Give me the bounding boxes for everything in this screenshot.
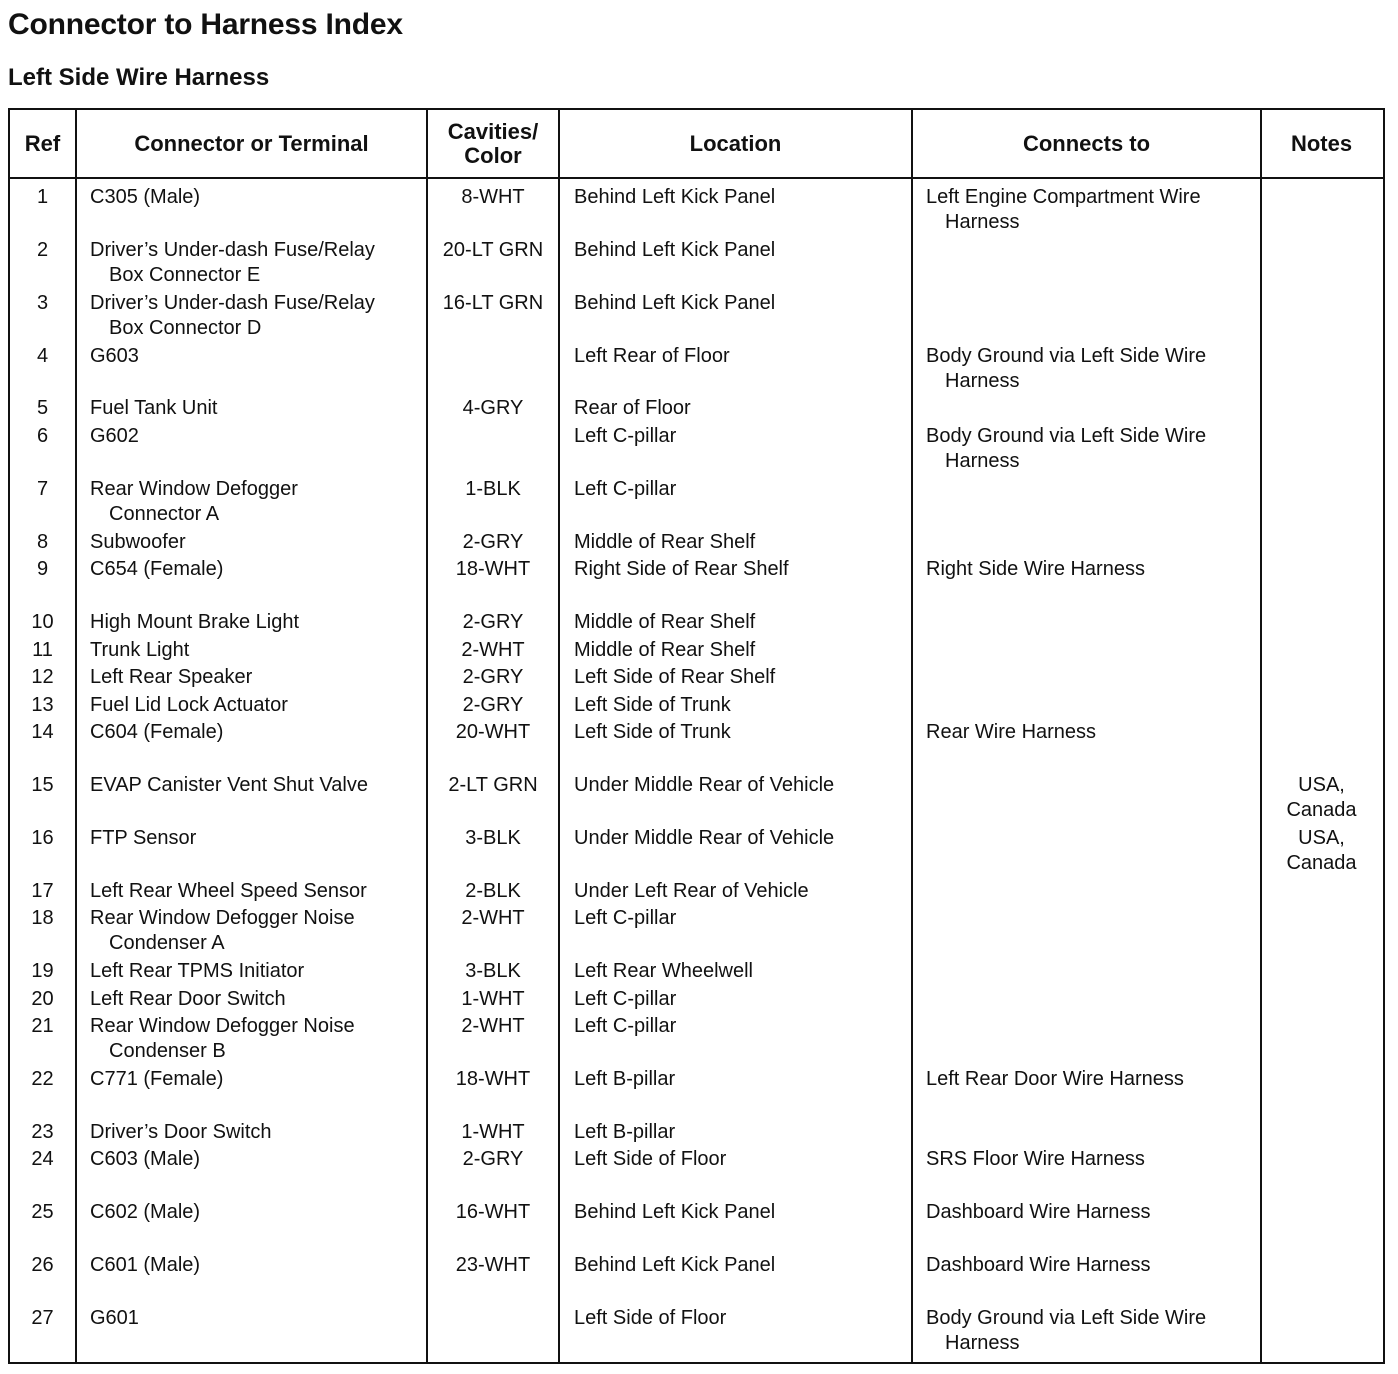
cell-connector: [90, 1200, 200, 1225]
cell-ref: [10, 185, 75, 210]
location-text: Left C-pillar: [574, 1015, 677, 1037]
cell-connects-to: [926, 1200, 1151, 1225]
connector-text: C603 (Male): [90, 1148, 201, 1170]
ref-text: 13: [31, 694, 54, 716]
cell-location: [574, 906, 676, 931]
connector-text: Fuel Tank Unit: [90, 397, 218, 419]
cell-cavities-color: [428, 879, 558, 904]
connector-text: Left Rear Wheel Speed Sensor: [90, 880, 367, 902]
location-text: Behind Left Kick Panel: [574, 239, 776, 261]
location-text: Left C-pillar: [574, 907, 677, 929]
cavities-text: 2-GRY: [462, 611, 524, 633]
connector-index-table: [8, 108, 1385, 1364]
connector-text: Left Rear Speaker: [90, 666, 253, 688]
cell-connector: [90, 1120, 272, 1145]
connector-text: C604 (Female): [90, 721, 224, 743]
connects-to-text-continued: Harness: [945, 211, 1020, 233]
cell-ref: [10, 773, 75, 798]
cavities-text: 8-WHT: [461, 186, 525, 208]
location-text: Left B-pillar: [574, 1121, 676, 1143]
connector-text: Driver’s Under-dash Fuse/Relay: [90, 239, 375, 261]
cell-ref: [10, 610, 75, 635]
connector-text: Driver’s Under-dash Fuse/Relay: [90, 292, 375, 314]
connector-text: Driver’s Door Switch: [90, 1121, 272, 1143]
location-text: Left Side of Floor: [574, 1307, 727, 1329]
notes-text: USA,: [1298, 774, 1345, 796]
cell-ref: [10, 1014, 75, 1039]
cavities-text: 3-BLK: [465, 960, 521, 982]
cell-ref: [10, 693, 75, 718]
ref-text: 10: [31, 611, 54, 633]
cell-cavities-color: [428, 291, 558, 316]
ref-text: 7: [36, 478, 49, 500]
cell-connector: [90, 720, 223, 745]
location-text: Middle of Rear Shelf: [574, 531, 756, 553]
ref-text: 25: [31, 1201, 54, 1223]
cell-connects-to: [926, 1253, 1151, 1278]
cell-ref: [10, 424, 75, 449]
cell-cavities-color: [428, 720, 558, 745]
cell-cavities-color: [428, 987, 558, 1012]
cell-connector: [90, 826, 196, 851]
ref-text: 1: [36, 186, 49, 208]
cell-location: [574, 987, 676, 1012]
cell-location: [574, 238, 775, 263]
cell-location: [574, 1253, 775, 1278]
connects-to-text: Left Engine Compartment Wire: [926, 186, 1201, 208]
cavities-text: 2-WHT: [461, 1015, 525, 1037]
connector-text: C601 (Male): [90, 1254, 201, 1276]
connector-text: Rear Window Defogger: [90, 478, 298, 500]
cell-ref: [10, 557, 75, 582]
location-text: Behind Left Kick Panel: [574, 1254, 776, 1276]
connects-to-text: SRS Floor Wire Harness: [926, 1148, 1145, 1170]
header-ref: Ref: [24, 130, 61, 156]
cell-connects-to: [926, 424, 1206, 474]
cell-connector: [90, 344, 139, 369]
connector-text: Subwoofer: [90, 531, 186, 553]
location-text: Under Middle Rear of Vehicle: [574, 774, 835, 796]
header-cavities-line2: Color: [464, 142, 522, 168]
ref-text: 16: [31, 827, 54, 849]
header-divider: [10, 177, 1383, 179]
connector-text-continued: Condenser A: [109, 932, 225, 954]
connector-text: Left Rear TPMS Initiator: [90, 960, 305, 982]
connects-to-text: Rear Wire Harness: [926, 721, 1097, 743]
cell-connector: [90, 773, 368, 798]
cell-location: [574, 693, 731, 718]
cavities-text: 1-WHT: [461, 1121, 525, 1143]
cavities-text: 2-LT GRN: [448, 774, 538, 796]
ref-text: 15: [31, 774, 54, 796]
cell-ref: [10, 1147, 75, 1172]
header-location: Location: [689, 130, 782, 156]
cavities-text: 2-GRY: [462, 666, 524, 688]
cell-location: [574, 720, 731, 745]
location-text: Left Side of Trunk: [574, 694, 731, 716]
connector-text: G603: [90, 345, 139, 367]
ref-text: 23: [31, 1121, 54, 1143]
connects-to-text-continued: Harness: [945, 370, 1020, 392]
cavities-text: 2-GRY: [462, 1148, 524, 1170]
cell-connector: [90, 610, 299, 635]
cell-cavities-color: [428, 906, 558, 931]
notes-text: USA,: [1298, 827, 1345, 849]
ref-text: 9: [36, 558, 49, 580]
cell-ref: [10, 238, 75, 263]
cavities-text: 2-WHT: [461, 907, 525, 929]
cell-ref: [10, 396, 75, 421]
connector-text-continued: Box Connector E: [109, 264, 261, 286]
cell-ref: [10, 1253, 75, 1278]
ref-text: 12: [31, 666, 54, 688]
cell-connects-to: [926, 557, 1145, 582]
cell-cavities-color: [428, 530, 558, 555]
cell-connector: [90, 238, 375, 288]
column-divider: [1260, 110, 1262, 1362]
cell-location: [574, 610, 755, 635]
header-connects-to: Connects to: [1022, 130, 1151, 156]
ref-text: 19: [31, 960, 54, 982]
connector-text: High Mount Brake Light: [90, 611, 300, 633]
location-text: Under Middle Rear of Vehicle: [574, 827, 835, 849]
cell-location: [574, 1120, 675, 1145]
cell-ref: [10, 344, 75, 369]
cell-notes: [1262, 826, 1381, 876]
ref-text: 18: [31, 907, 54, 929]
cell-connector: [90, 693, 288, 718]
connects-to-text: Body Ground via Left Side Wire: [926, 1307, 1207, 1329]
location-text: Middle of Rear Shelf: [574, 611, 756, 633]
location-text: Middle of Rear Shelf: [574, 639, 756, 661]
cell-connector: [90, 530, 186, 555]
ref-text: 26: [31, 1254, 54, 1276]
location-text: Left Side of Floor: [574, 1148, 727, 1170]
cell-connector: [90, 1253, 200, 1278]
cell-location: [574, 1147, 726, 1172]
location-text: Left C-pillar: [574, 988, 677, 1010]
header-connector: Connector or Terminal: [134, 130, 369, 156]
cell-location: [574, 1067, 675, 1092]
cell-cavities-color: [428, 773, 558, 798]
ref-text: 17: [31, 880, 54, 902]
ref-text: 11: [32, 639, 53, 661]
cell-connects-to: [926, 1067, 1184, 1092]
section-subtitle: Left Side Wire Harness: [8, 64, 270, 91]
ref-text: 20: [31, 988, 54, 1010]
location-text: Behind Left Kick Panel: [574, 1201, 776, 1223]
cell-connector: [90, 879, 367, 904]
cavities-text: 20-LT GRN: [442, 239, 544, 261]
connector-text: Trunk Light: [90, 639, 190, 661]
cell-connects-to: [926, 1147, 1145, 1172]
ref-text: 22: [31, 1068, 54, 1090]
ref-text: 27: [31, 1307, 54, 1329]
cell-connector: [90, 1014, 355, 1064]
ref-text: 4: [36, 345, 49, 367]
connects-to-text: Left Rear Door Wire Harness: [926, 1068, 1184, 1090]
cell-location: [574, 665, 775, 690]
cell-location: [574, 959, 753, 984]
location-text: Left C-pillar: [574, 425, 677, 447]
cell-ref: [10, 1306, 75, 1331]
cell-ref: [10, 291, 75, 316]
cell-connector: [90, 906, 355, 956]
cavities-text: 16-LT GRN: [442, 292, 544, 314]
location-text: Right Side of Rear Shelf: [574, 558, 789, 580]
cell-ref: [10, 638, 75, 663]
connector-text: C771 (Female): [90, 1068, 224, 1090]
cell-location: [574, 1014, 676, 1039]
cell-connector: [90, 185, 200, 210]
location-text: Left Side of Rear Shelf: [574, 666, 776, 688]
cell-location: [574, 291, 775, 316]
connector-text: Left Rear Door Switch: [90, 988, 286, 1010]
connector-text: Fuel Lid Lock Actuator: [90, 694, 288, 716]
cell-cavities-color: [428, 1200, 558, 1225]
connects-to-text: Body Ground via Left Side Wire: [926, 425, 1207, 447]
location-text: Left C-pillar: [574, 478, 677, 500]
ref-text: 5: [36, 397, 49, 419]
ref-text: 3: [36, 292, 49, 314]
cell-location: [574, 557, 789, 582]
cell-cavities-color: [428, 238, 558, 263]
connects-to-text: Dashboard Wire Harness: [926, 1254, 1151, 1276]
cell-connector: [90, 987, 286, 1012]
cell-connector: [90, 1306, 139, 1331]
location-text: Left Rear of Floor: [574, 345, 730, 367]
connector-text: Rear Window Defogger Noise: [90, 907, 355, 929]
cavities-text: 2-BLK: [465, 880, 521, 902]
cell-connector: [90, 1147, 200, 1172]
cavities-text: 1-WHT: [461, 988, 525, 1010]
cell-ref: [10, 1067, 75, 1092]
cell-cavities-color: [428, 1147, 558, 1172]
cell-ref: [10, 906, 75, 931]
cell-ref: [10, 1200, 75, 1225]
column-divider: [75, 110, 77, 1362]
cell-connector: [90, 424, 139, 449]
connector-text-continued: Box Connector D: [109, 317, 262, 339]
cavities-text: 18-WHT: [455, 558, 531, 580]
cavities-text: 2-WHT: [461, 639, 525, 661]
location-text: Rear of Floor: [574, 397, 691, 419]
cell-cavities-color: [428, 638, 558, 663]
cell-location: [574, 826, 834, 851]
cell-location: [574, 773, 834, 798]
cell-connector: [90, 665, 252, 690]
connector-text: G601: [90, 1307, 139, 1329]
cell-ref: [10, 826, 75, 851]
cell-connector: [90, 959, 304, 984]
connects-to-text: Body Ground via Left Side Wire: [926, 345, 1207, 367]
location-text: Behind Left Kick Panel: [574, 292, 776, 314]
cell-cavities-color: [428, 610, 558, 635]
cell-connector: [90, 396, 217, 421]
cell-ref: [10, 959, 75, 984]
cell-ref: [10, 987, 75, 1012]
cell-connector: [90, 291, 375, 341]
cell-cavities-color: [428, 1253, 558, 1278]
cell-connector: [90, 477, 298, 527]
cavities-text: 18-WHT: [455, 1068, 531, 1090]
ref-text: 6: [36, 425, 49, 447]
ref-text: 21: [31, 1015, 54, 1037]
cavities-text: 2-GRY: [462, 694, 524, 716]
cell-cavities-color: [428, 693, 558, 718]
connector-text: Rear Window Defogger Noise: [90, 1015, 355, 1037]
cell-cavities-color: [428, 477, 558, 502]
location-text: Left Side of Trunk: [574, 721, 731, 743]
cell-cavities-color: [428, 665, 558, 690]
cell-connects-to: [926, 1306, 1206, 1356]
notes-text-continued: Canada: [1286, 799, 1357, 821]
cell-cavities-color: [428, 1014, 558, 1039]
cell-cavities-color: [428, 959, 558, 984]
connector-text: FTP Sensor: [90, 827, 197, 849]
page-title: Connector to Harness Index: [8, 8, 403, 41]
connector-text: EVAP Canister Vent Shut Valve: [90, 774, 368, 796]
cell-location: [574, 477, 676, 502]
cell-location: [574, 1306, 726, 1331]
header-notes: Notes: [1290, 130, 1353, 156]
location-text: Left Rear Wheelwell: [574, 960, 753, 982]
ref-text: 2: [36, 239, 49, 261]
cell-connects-to: [926, 344, 1206, 394]
cell-cavities-color: [428, 1120, 558, 1145]
connector-text: C602 (Male): [90, 1201, 201, 1223]
connects-to-text: Dashboard Wire Harness: [926, 1201, 1151, 1223]
ref-text: 24: [31, 1148, 54, 1170]
cell-ref: [10, 1120, 75, 1145]
connects-to-text: Right Side Wire Harness: [926, 558, 1145, 580]
cell-location: [574, 879, 809, 904]
cell-ref: [10, 720, 75, 745]
ref-text: 14: [31, 721, 54, 743]
cell-location: [574, 638, 755, 663]
cavities-text: 4-GRY: [462, 397, 524, 419]
cell-location: [574, 185, 775, 210]
cavities-text: 2-GRY: [462, 531, 524, 553]
cavities-text: 20-WHT: [455, 721, 531, 743]
connector-text: C654 (Female): [90, 558, 224, 580]
cell-location: [574, 344, 730, 369]
cell-connector: [90, 557, 223, 582]
cell-notes: [1262, 773, 1381, 823]
cell-connects-to: [926, 720, 1096, 745]
cell-location: [574, 530, 755, 555]
cavities-text: 23-WHT: [455, 1254, 531, 1276]
column-divider: [911, 110, 913, 1362]
cell-cavities-color: [428, 557, 558, 582]
ref-text: 8: [36, 531, 49, 553]
header-cavities-line1: Cavities/: [447, 118, 539, 144]
cell-connector: [90, 638, 189, 663]
location-text: Under Left Rear of Vehicle: [574, 880, 809, 902]
connector-text: G602: [90, 425, 139, 447]
cell-connects-to: [926, 185, 1201, 235]
cell-connector: [90, 1067, 223, 1092]
column-divider: [558, 110, 560, 1362]
location-text: Behind Left Kick Panel: [574, 186, 776, 208]
cell-cavities-color: [428, 1067, 558, 1092]
cell-ref: [10, 477, 75, 502]
connector-text-continued: Connector A: [109, 503, 220, 525]
cell-ref: [10, 879, 75, 904]
header-cavities: [428, 110, 558, 177]
connector-text-continued: Condenser B: [109, 1040, 226, 1062]
cell-cavities-color: [428, 396, 558, 421]
notes-text-continued: Canada: [1286, 852, 1357, 874]
connector-text: C305 (Male): [90, 186, 201, 208]
cavities-text: 16-WHT: [455, 1201, 531, 1223]
location-text: Left B-pillar: [574, 1068, 676, 1090]
cell-location: [574, 396, 691, 421]
connects-to-text-continued: Harness: [945, 450, 1020, 472]
cell-ref: [10, 665, 75, 690]
cavities-text: 1-BLK: [465, 478, 521, 500]
cell-location: [574, 1200, 775, 1225]
cell-ref: [10, 530, 75, 555]
cell-cavities-color: [428, 826, 558, 851]
cell-location: [574, 424, 676, 449]
cell-cavities-color: [428, 185, 558, 210]
cavities-text: 3-BLK: [465, 827, 521, 849]
connects-to-text-continued: Harness: [945, 1332, 1020, 1354]
